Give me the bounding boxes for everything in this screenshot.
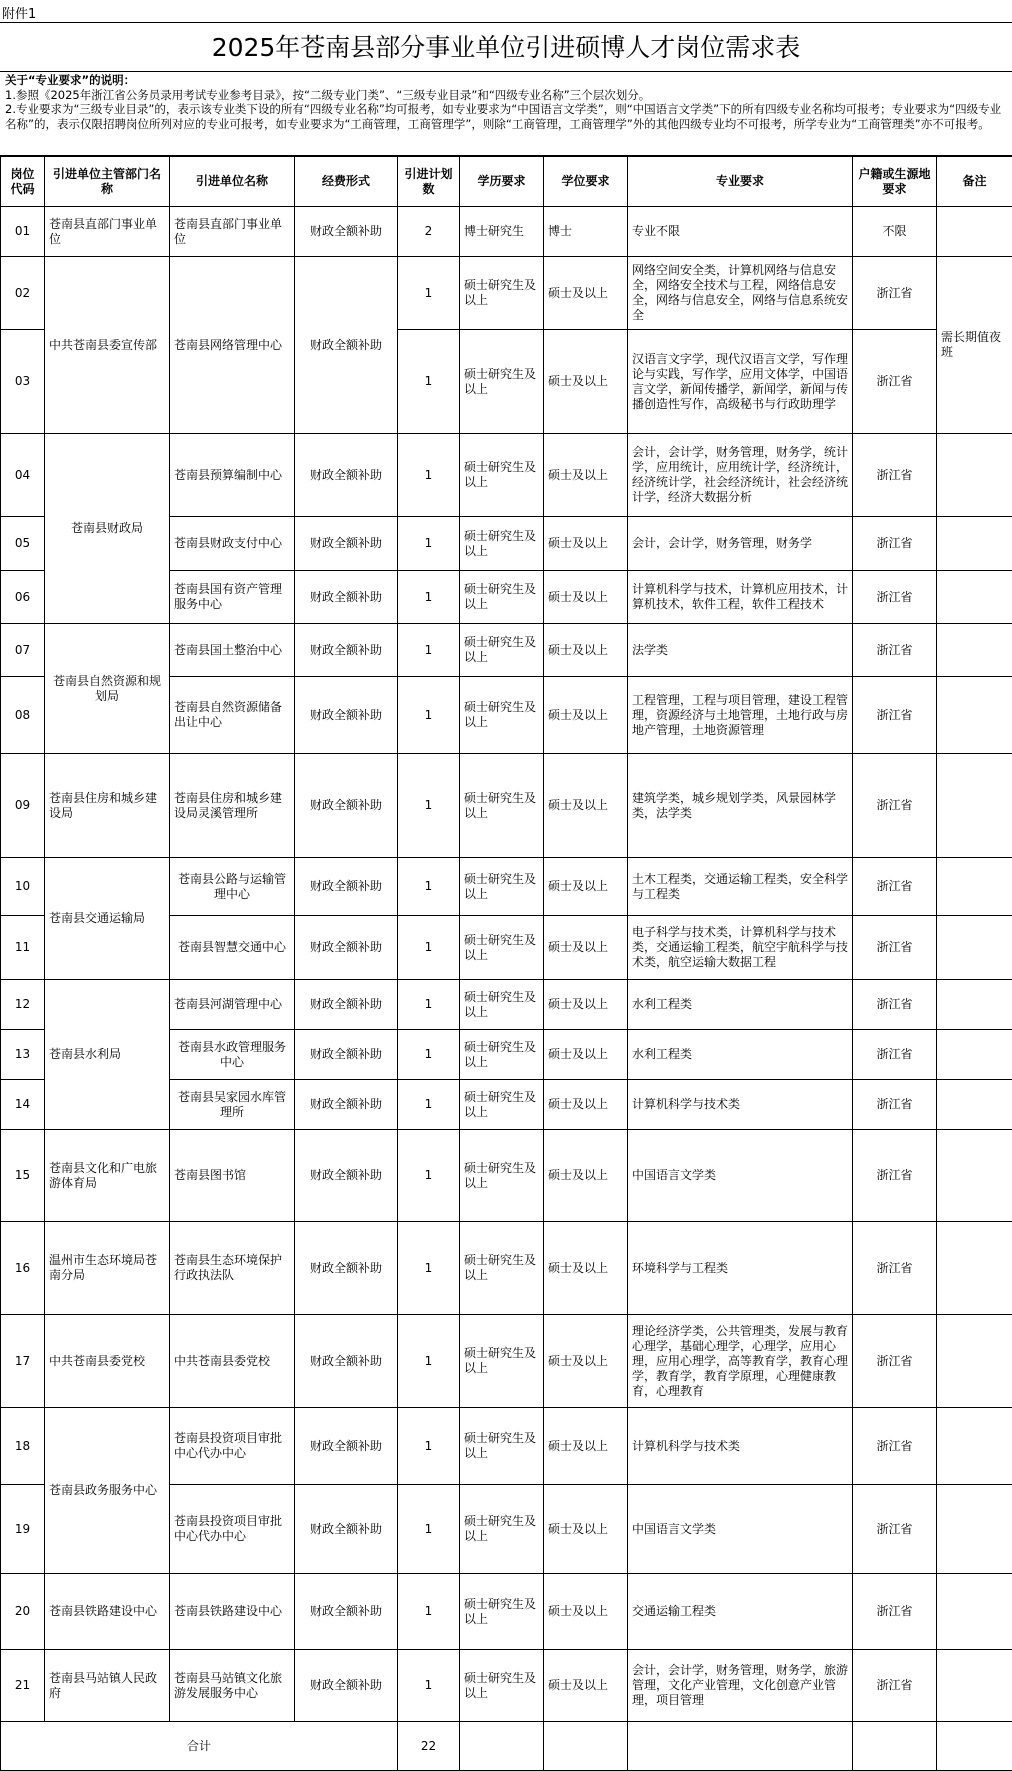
- cell-funding: 财政全额补助: [295, 916, 398, 980]
- cell-residence: 浙江省: [853, 1030, 937, 1080]
- cell-code: 10: [1, 858, 45, 916]
- cell-major: 会计，会计学，财务管理，财务学，旅游管理，文化产业管理，文化创意产业管理，项目管理: [628, 1650, 853, 1722]
- header-edu: 学历要求: [460, 157, 544, 207]
- cell-remark: [937, 1650, 1012, 1722]
- cell-remark: [937, 1408, 1012, 1485]
- cell-degree: 硕士及以上: [544, 1485, 628, 1574]
- cell-degree: 硕士及以上: [544, 1650, 628, 1722]
- cell-funding: 财政全额补助: [295, 980, 398, 1030]
- table-row: [1, 1130, 1012, 1222]
- cell-count: 1: [398, 1315, 460, 1408]
- cell-code: 06: [1, 571, 45, 624]
- page-title: 2025年苍南县部分事业单位引进硕博人才岗位需求表: [0, 22, 1012, 72]
- cell-residence: 浙江省: [853, 980, 937, 1030]
- cell-dept: 苍南县马站镇人民政府: [45, 1650, 170, 1722]
- cell-residence: 浙江省: [853, 754, 937, 858]
- header-code: 岗位代码: [1, 157, 45, 207]
- cell-dept: 苍南县自然资源和规划局: [45, 624, 170, 754]
- cell-unit: 苍南县河湖管理中心: [170, 980, 295, 1030]
- header-funding: 经费形式: [295, 157, 398, 207]
- cell-major: 环境科学与工程类: [628, 1222, 853, 1315]
- table-row: [1, 1222, 1012, 1315]
- cell-remark: [937, 571, 1012, 624]
- cell-count: 1: [398, 1408, 460, 1485]
- cell-funding: 财政全额补助: [295, 1485, 398, 1574]
- cell-major: 中国语言文学类: [628, 1130, 853, 1222]
- cell-count: 1: [398, 1574, 460, 1650]
- cell-remark: [937, 980, 1012, 1030]
- cell-edu: 硕士研究生及以上: [460, 1080, 544, 1130]
- cell-count: 1: [398, 1485, 460, 1574]
- total-empty-cell: [460, 1722, 544, 1771]
- cell-residence: 不限: [853, 207, 937, 257]
- cell-code: 15: [1, 1130, 45, 1222]
- cell-unit: 中共苍南县委党校: [170, 1315, 295, 1408]
- cell-remark: [937, 1130, 1012, 1222]
- cell-funding: 财政全额补助: [295, 1408, 398, 1485]
- table-row: [1, 1315, 1012, 1408]
- cell-unit: 苍南县财政支付中心: [170, 517, 295, 571]
- cell-funding: 财政全额补助: [295, 571, 398, 624]
- cell-unit: 苍南县水政管理服务中心: [170, 1030, 295, 1080]
- cell-dept: 苍南县铁路建设中心: [45, 1574, 170, 1650]
- cell-major: 法学类: [628, 624, 853, 677]
- cell-funding: 财政全额补助: [295, 1574, 398, 1650]
- cell-dept: 苍南县政务服务中心: [45, 1408, 170, 1574]
- cell-remark: [937, 434, 1012, 517]
- cell-remark: 需长期值夜班: [937, 257, 1012, 434]
- cell-edu: 博士研究生: [460, 207, 544, 257]
- notes-heading: 关于“专业要求”的说明：: [5, 73, 1007, 88]
- cell-funding: 财政全额补助: [295, 677, 398, 754]
- cell-unit: 苍南县国土整治中心: [170, 624, 295, 677]
- cell-unit: 苍南县生态环境保护行政执法队: [170, 1222, 295, 1315]
- cell-code: 12: [1, 980, 45, 1030]
- table-row: [1, 207, 1012, 257]
- cell-degree: 硕士及以上: [544, 858, 628, 916]
- cell-unit: 苍南县智慧交通中心: [170, 916, 295, 980]
- cell-unit: 苍南县公路与运输管理中心: [170, 858, 295, 916]
- cell-code: 14: [1, 1080, 45, 1130]
- cell-residence: 浙江省: [853, 624, 937, 677]
- cell-unit: 苍南县自然资源储备出让中心: [170, 677, 295, 754]
- cell-major: 专业不限: [628, 207, 853, 257]
- cell-code: 03: [1, 330, 45, 434]
- cell-degree: 硕士及以上: [544, 517, 628, 571]
- cell-residence: 浙江省: [853, 1574, 937, 1650]
- cell-code: 16: [1, 1222, 45, 1315]
- cell-unit: 苍南县吴家园水库管理所: [170, 1080, 295, 1130]
- cell-major: 水利工程类: [628, 980, 853, 1030]
- cell-unit: 苍南县预算编制中心: [170, 434, 295, 517]
- total-count: 22: [398, 1722, 460, 1771]
- cell-count: 1: [398, 330, 460, 434]
- cell-major: 土木工程类，交通运输工程类，安全科学与工程类: [628, 858, 853, 916]
- cell-unit: 苍南县投资项目审批中心代办中心: [170, 1485, 295, 1574]
- cell-code: 04: [1, 434, 45, 517]
- cell-major: 交通运输工程类: [628, 1574, 853, 1650]
- cell-funding: 财政全额补助: [295, 207, 398, 257]
- cell-funding: 财政全额补助: [295, 1030, 398, 1080]
- cell-code: 20: [1, 1574, 45, 1650]
- cell-count: 1: [398, 754, 460, 858]
- cell-major: 汉语言文字学，现代汉语言文学，写作理论与实践，写作学，应用文体学，中国语言文学，新闻传播学，新闻学，新闻与传播创造性写作，高级秘书与行政助理学: [628, 330, 853, 434]
- cell-code: 09: [1, 754, 45, 858]
- cell-degree: 硕士及以上: [544, 624, 628, 677]
- cell-edu: 硕士研究生及以上: [460, 858, 544, 916]
- cell-edu: 硕士研究生及以上: [460, 1130, 544, 1222]
- header-dept: 引进单位主管部门名称: [45, 157, 170, 207]
- cell-count: 1: [398, 980, 460, 1030]
- cell-edu: 硕士研究生及以上: [460, 330, 544, 434]
- cell-count: 1: [398, 916, 460, 980]
- cell-dept: 苍南县文化和广电旅游体育局: [45, 1130, 170, 1222]
- cell-residence: 浙江省: [853, 257, 937, 330]
- total-empty-cell: [628, 1722, 853, 1771]
- cell-edu: 硕士研究生及以上: [460, 257, 544, 330]
- cell-remark: [937, 754, 1012, 858]
- cell-count: 1: [398, 1130, 460, 1222]
- cell-residence: 浙江省: [853, 1650, 937, 1722]
- cell-edu: 硕士研究生及以上: [460, 677, 544, 754]
- cell-edu: 硕士研究生及以上: [460, 434, 544, 517]
- cell-remark: [937, 1485, 1012, 1574]
- cell-dept: 苍南县交通运输局: [45, 858, 170, 980]
- cell-funding: 财政全额补助: [295, 1130, 398, 1222]
- table-row: [1, 624, 1012, 677]
- cell-degree: 硕士及以上: [544, 571, 628, 624]
- cell-dept: 苍南县水利局: [45, 980, 170, 1130]
- cell-funding: 财政全额补助: [295, 1222, 398, 1315]
- cell-code: 19: [1, 1485, 45, 1574]
- cell-major: 计算机科学与技术，计算机应用技术，计算机技术，软件工程，软件工程技术: [628, 571, 853, 624]
- cell-dept: 苍南县住房和城乡建设局: [45, 754, 170, 858]
- cell-code: 11: [1, 916, 45, 980]
- total-empty-cell: [544, 1722, 628, 1771]
- cell-residence: 浙江省: [853, 1315, 937, 1408]
- header-residence: 户籍或生源地要求: [853, 157, 937, 207]
- cell-remark: [937, 677, 1012, 754]
- cell-edu: 硕士研究生及以上: [460, 1315, 544, 1408]
- cell-residence: 浙江省: [853, 677, 937, 754]
- cell-edu: 硕士研究生及以上: [460, 1408, 544, 1485]
- cell-degree: 硕士及以上: [544, 330, 628, 434]
- cell-degree: 硕士及以上: [544, 1315, 628, 1408]
- cell-dept: 苍南县财政局: [45, 434, 170, 624]
- table-row: [1, 434, 1012, 517]
- cell-degree: 硕士及以上: [544, 1130, 628, 1222]
- cell-count: 1: [398, 677, 460, 754]
- table-row: [1, 980, 1012, 1030]
- cell-remark: [937, 1315, 1012, 1408]
- total-row: [1, 1722, 1012, 1771]
- cell-degree: 硕士及以上: [544, 1030, 628, 1080]
- cell-count: 1: [398, 1222, 460, 1315]
- cell-residence: 浙江省: [853, 571, 937, 624]
- cell-unit: 苍南县网络管理中心: [170, 257, 295, 434]
- cell-funding: 财政全额补助: [295, 1650, 398, 1722]
- cell-major: 中国语言文学类: [628, 1485, 853, 1574]
- cell-code: 02: [1, 257, 45, 330]
- cell-degree: 硕士及以上: [544, 1222, 628, 1315]
- notes-line-1: 1.参照《2025年浙江省公务员录用考试专业参考目录》，按“二级专业门类”、“三级专业目录”和“四级专业名称”三个层次划分。: [5, 88, 1007, 103]
- cell-funding: 财政全额补助: [295, 434, 398, 517]
- cell-residence: 浙江省: [853, 434, 937, 517]
- cell-residence: 浙江省: [853, 517, 937, 571]
- cell-edu: 硕士研究生及以上: [460, 1485, 544, 1574]
- cell-major: 计算机科学与技术类: [628, 1080, 853, 1130]
- cell-edu: 硕士研究生及以上: [460, 754, 544, 858]
- table-row: [1, 858, 1012, 916]
- cell-edu: 硕士研究生及以上: [460, 1574, 544, 1650]
- cell-count: 1: [398, 1650, 460, 1722]
- cell-count: 2: [398, 207, 460, 257]
- cell-unit: 苍南县铁路建设中心: [170, 1574, 295, 1650]
- cell-unit: 苍南县投资项目审批中心代办中心: [170, 1408, 295, 1485]
- cell-degree: 博士: [544, 207, 628, 257]
- cell-residence: 浙江省: [853, 1080, 937, 1130]
- header-degree: 学位要求: [544, 157, 628, 207]
- cell-remark: [937, 517, 1012, 571]
- cell-residence: 浙江省: [853, 1130, 937, 1222]
- cell-major: 工程管理，工程与项目管理，建设工程管理，资源经济与土地管理，土地行政与房地产管理，土地资源管理: [628, 677, 853, 754]
- cell-dept: 温州市生态环境局苍南分局: [45, 1222, 170, 1315]
- cell-major: 会计，会计学，财务管理，财务学，统计学，应用统计，应用统计学，经济统计，经济统计学，社会经济统计，社会经济统计学，经济大数据分析: [628, 434, 853, 517]
- cell-funding: 财政全额补助: [295, 754, 398, 858]
- cell-count: 1: [398, 434, 460, 517]
- cell-code: 17: [1, 1315, 45, 1408]
- cell-funding: 财政全额补助: [295, 257, 398, 434]
- cell-unit: 苍南县直部门事业单位: [170, 207, 295, 257]
- cell-funding: 财政全额补助: [295, 858, 398, 916]
- cell-unit: 苍南县住房和城乡建设局灵溪管理所: [170, 754, 295, 858]
- header-count: 引进计划数: [398, 157, 460, 207]
- cell-degree: 硕士及以上: [544, 257, 628, 330]
- cell-residence: 浙江省: [853, 1222, 937, 1315]
- cell-edu: 硕士研究生及以上: [460, 980, 544, 1030]
- table-row: [1, 1574, 1012, 1650]
- cell-major: 网络空间安全类，计算机网络与信息安全，网络安全技术与工程，网络信息安全，网络与信息安全，网络与信息系统安全: [628, 257, 853, 330]
- cell-dept: 中共苍南县委党校: [45, 1315, 170, 1408]
- cell-remark: [937, 1030, 1012, 1080]
- cell-remark: [937, 207, 1012, 257]
- cell-degree: 硕士及以上: [544, 677, 628, 754]
- cell-dept: 苍南县直部门事业单位: [45, 207, 170, 257]
- table-row: [1, 1650, 1012, 1722]
- cell-edu: 硕士研究生及以上: [460, 571, 544, 624]
- cell-edu: 硕士研究生及以上: [460, 916, 544, 980]
- cell-major: 理论经济学类，公共管理类，发展与教育心理学，基础心理学，心理学，应用心理，应用心理学，高等教育学，教育心理学，教育学，教育学原理，心理健康教育，心理教育: [628, 1315, 853, 1408]
- cell-unit: 苍南县马站镇文化旅游发展服务中心: [170, 1650, 295, 1722]
- cell-edu: 硕士研究生及以上: [460, 624, 544, 677]
- cell-edu: 硕士研究生及以上: [460, 1222, 544, 1315]
- cell-code: 13: [1, 1030, 45, 1080]
- cell-major: 电子科学与技术类，计算机科学与技术类，交通运输工程类，航空宇航科学与技术类，航空运输大数据工程: [628, 916, 853, 980]
- header-major: 专业要求: [628, 157, 853, 207]
- cell-count: 1: [398, 257, 460, 330]
- cell-remark: [937, 1080, 1012, 1130]
- header-row: [1, 157, 1012, 207]
- cell-code: 01: [1, 207, 45, 257]
- cell-residence: 浙江省: [853, 1485, 937, 1574]
- header-unit: 引进单位名称: [170, 157, 295, 207]
- table-row: [1, 257, 1012, 330]
- cell-funding: 财政全额补助: [295, 624, 398, 677]
- cell-dept: 中共苍南县委宣传部: [45, 257, 170, 434]
- cell-residence: 浙江省: [853, 916, 937, 980]
- cell-code: 18: [1, 1408, 45, 1485]
- cell-residence: 浙江省: [853, 330, 937, 434]
- header-remark: 备注: [937, 157, 1012, 207]
- notes-line-2: 2.专业要求为“三级专业目录”的，表示该专业类下设的所有“四级专业名称”均可报考，如专业要求为“中国语言文学类”，则“中国语言文学类”下的所有四级专业名称均可报考；专业要求为“四级专业名称”的，表示仅限招聘岗位所列对应的专业可报考，如专业要求为“工商管理，工商管理学”，则除“工商管理，工商管理学”外的其他四级专业均不可报考，所学专业为“工商管理类”亦不可报考。: [5, 102, 1007, 131]
- cell-count: 1: [398, 571, 460, 624]
- cell-funding: 财政全额补助: [295, 517, 398, 571]
- cell-degree: 硕士及以上: [544, 916, 628, 980]
- cell-code: 07: [1, 624, 45, 677]
- table-row: [1, 754, 1012, 858]
- cell-count: 1: [398, 858, 460, 916]
- cell-major: 水利工程类: [628, 1030, 853, 1080]
- cell-degree: 硕士及以上: [544, 754, 628, 858]
- cell-funding: 财政全额补助: [295, 1080, 398, 1130]
- cell-edu: 硕士研究生及以上: [460, 517, 544, 571]
- cell-degree: 硕士及以上: [544, 434, 628, 517]
- cell-remark: [937, 1574, 1012, 1650]
- cell-degree: 硕士及以上: [544, 1080, 628, 1130]
- cell-count: 1: [398, 1080, 460, 1130]
- cell-remark: [937, 1222, 1012, 1315]
- cell-degree: 硕士及以上: [544, 980, 628, 1030]
- total-label: 合计: [1, 1722, 398, 1771]
- attachment-label: 附件1: [2, 3, 36, 22]
- cell-unit: 苍南县图书馆: [170, 1130, 295, 1222]
- total-empty-cell: [853, 1722, 937, 1771]
- table-row: [1, 1408, 1012, 1485]
- notes-section: [0, 72, 1012, 156]
- cell-code: 05: [1, 517, 45, 571]
- cell-count: 1: [398, 624, 460, 677]
- cell-funding: 财政全额补助: [295, 1315, 398, 1408]
- cell-count: 1: [398, 517, 460, 571]
- cell-code: 21: [1, 1650, 45, 1722]
- cell-residence: 浙江省: [853, 858, 937, 916]
- cell-remark: [937, 624, 1012, 677]
- cell-edu: 硕士研究生及以上: [460, 1650, 544, 1722]
- cell-degree: 硕士及以上: [544, 1408, 628, 1485]
- positions-table: [0, 156, 1012, 1771]
- cell-residence: 浙江省: [853, 1408, 937, 1485]
- cell-edu: 硕士研究生及以上: [460, 1030, 544, 1080]
- total-empty-cell: [937, 1722, 1012, 1771]
- cell-major: 计算机科学与技术类: [628, 1408, 853, 1485]
- cell-major: 会计，会计学，财务管理，财务学: [628, 517, 853, 571]
- cell-unit: 苍南县国有资产管理服务中心: [170, 571, 295, 624]
- cell-remark: [937, 858, 1012, 916]
- cell-code: 08: [1, 677, 45, 754]
- cell-count: 1: [398, 1030, 460, 1080]
- cell-major: 建筑学类，城乡规划学类，风景园林学类，法学类: [628, 754, 853, 858]
- cell-degree: 硕士及以上: [544, 1574, 628, 1650]
- cell-remark: [937, 916, 1012, 980]
